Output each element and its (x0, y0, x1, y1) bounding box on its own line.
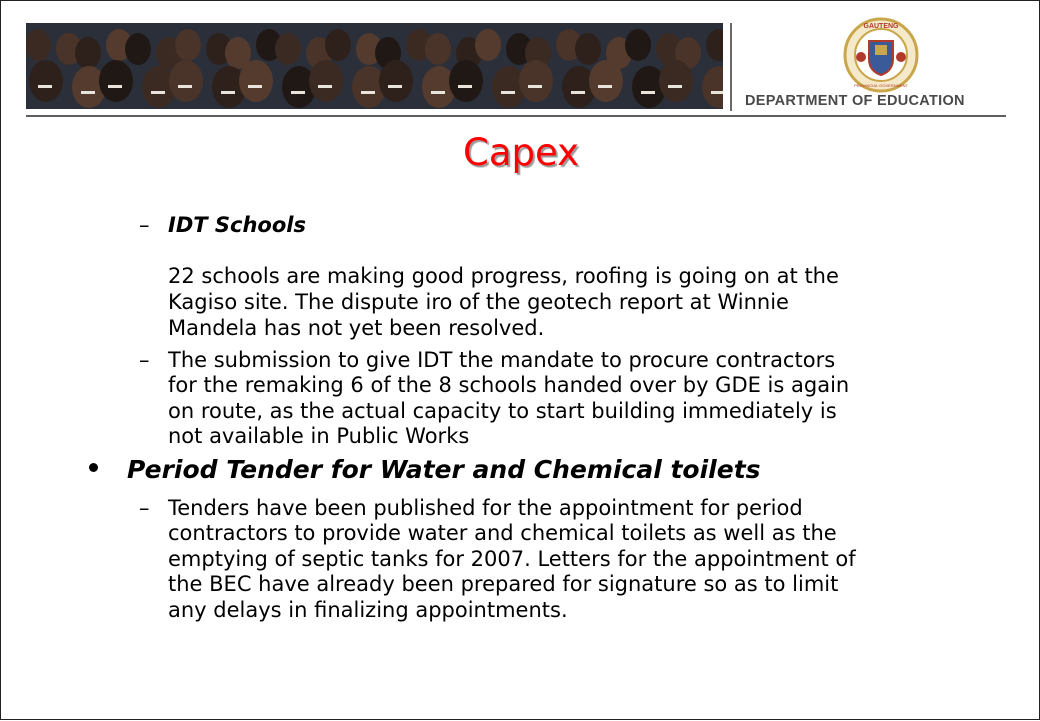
paragraph-line: contractors to provide water and chemical toilets as well as the (168, 521, 837, 545)
paragraph-line: for the remaking 6 of the 8 schools handed over by GDE is again (168, 373, 850, 397)
paragraph-line: Tenders have been published for the appointment for period (168, 496, 803, 520)
slide-title: Capex (462, 131, 579, 174)
dash-marker: – (139, 496, 150, 520)
paragraph-line: on route, as the actual capacity to start building immediately is (168, 399, 837, 423)
department-name: DEPARTMENT OF EDUCATION (745, 93, 965, 109)
svg-text:GAUTENG: GAUTENG (863, 23, 899, 30)
paragraph-line: not available in Public Works (168, 424, 470, 448)
paragraph-line: The submission to give IDT the mandate to procure contractors (168, 348, 836, 372)
dash-marker: – (139, 213, 150, 237)
paragraph-line: any delays in finalizing appointments. (168, 598, 568, 622)
paragraph-line: the BEC have already been prepared for signature so as to limit (168, 572, 839, 596)
dash-marker: – (139, 348, 150, 372)
paragraph-line: Kagiso site. The dispute iro of the geotech report at Winnie (168, 290, 789, 314)
bullet-heading: Period Tender for Water and Chemical toilets (127, 455, 761, 484)
item-heading: IDT Schools (168, 213, 306, 237)
bullet-dot (89, 463, 98, 472)
paragraph-line: 22 schools are making good progress, roofing is going on at the (168, 264, 839, 288)
svg-text:PROVINCIAL GOVERNMENT: PROVINCIAL GOVERNMENT (854, 83, 908, 88)
slide-content (1, 1, 1040, 721)
paragraph-line: emptying of septic tanks for 2007. Letters for the appointment of (168, 547, 856, 571)
paragraph-line: Mandela has not yet been resolved. (168, 316, 545, 340)
